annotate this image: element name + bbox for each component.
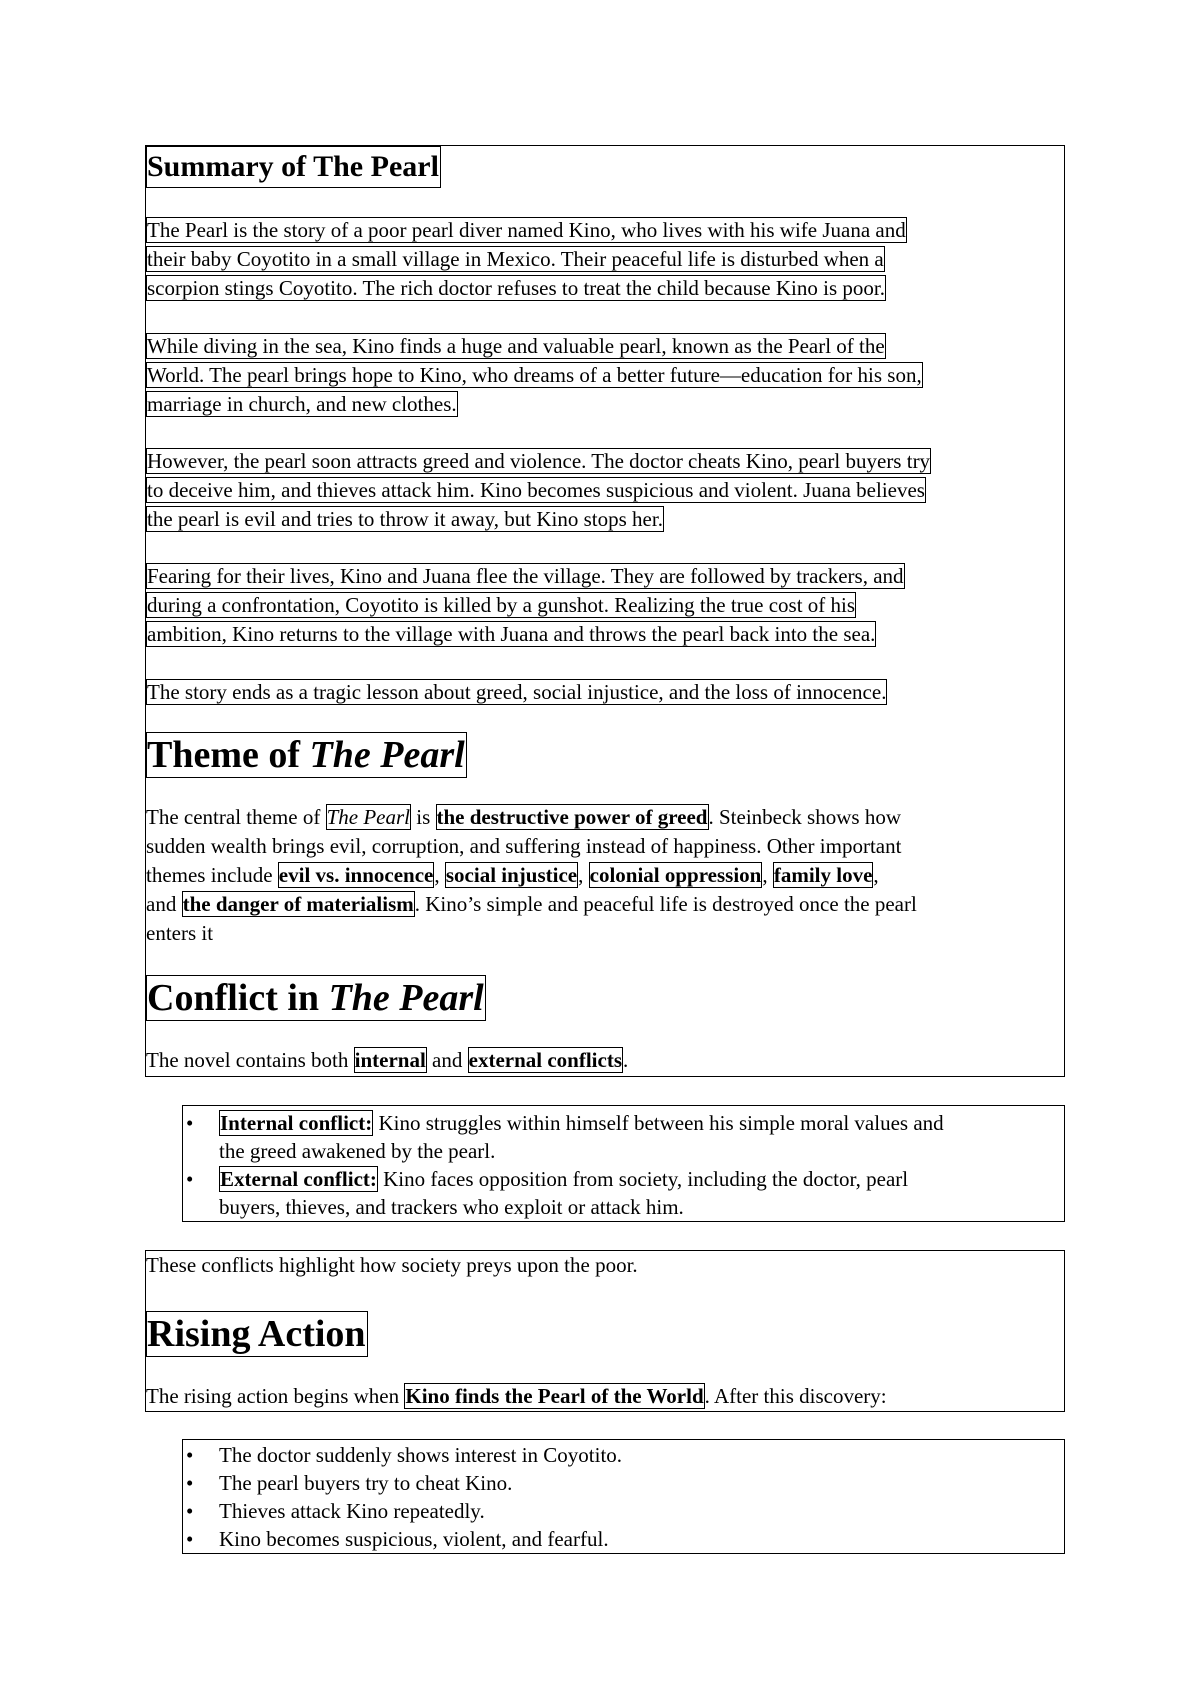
- text-line: World. The pearl brings hope to Kino, who dreams of a better future—education for his son,: [147, 363, 922, 387]
- text-line: scorpion stings Coyotito. The rich doctor refuses to treat the child because Kino is poor.: [147, 276, 885, 300]
- rising-list: [182, 1439, 1065, 1554]
- rising-block: [145, 1250, 1065, 1412]
- rising-heading: Rising Action: [147, 1313, 366, 1355]
- summary-heading: Summary of The Pearl: [146, 146, 441, 188]
- text-line: The story ends as a tragic lesson about greed, social injustice, and the loss of innocence.: [147, 680, 887, 704]
- list-item: • Thieves attack Kino repeatedly.: [183, 1497, 1064, 1525]
- conflict-heading: Conflict in The Pearl: [147, 977, 484, 1019]
- theme-heading: Theme of The Pearl: [147, 734, 465, 776]
- book-title: The Pearl: [326, 805, 410, 829]
- list-item: • The doctor suddenly shows interest in Coyotito.: [183, 1441, 1064, 1469]
- text-line: Fearing for their lives, Kino and Juana flee the village. They are followed by trackers, and: [147, 564, 904, 588]
- summary-paragraph-5: [146, 678, 887, 707]
- list-item: • Kino becomes suspicious, violent, and fearful.: [183, 1525, 1064, 1553]
- text-line: to deceive him, and thieves attack him. Kino becomes suspicious and violent. Juana believes: [147, 478, 925, 502]
- theme-term: colonial oppression: [589, 863, 762, 887]
- summary-paragraph-3: [146, 447, 931, 534]
- text-line: However, the pearl soon attracts greed and violence. The doctor cheats Kino, pearl buyers try: [147, 449, 931, 473]
- text-line: ambition, Kino returns to the village with Juana and throws the pearl back into the sea.: [147, 622, 876, 646]
- theme-term: social injustice: [445, 863, 578, 887]
- text-line: The Pearl is the story of a poor pearl diver named Kino, who lives with his wife Juana and: [147, 218, 906, 242]
- conflict-list: [182, 1105, 1065, 1222]
- rising-key-event: Kino finds the Pearl of the World: [405, 1384, 704, 1408]
- rising-intro: The rising action begins when Kino finds the Pearl of the World. After this discovery:: [146, 1384, 887, 1408]
- theme-term: family love: [773, 863, 873, 887]
- theme-paragraph: The central theme of The Pearl is the destructive power of greed. Steinbeck shows how sudden wealth brings evil, corruption, and suffering instead of happiness. Other important themes include evil vs. innocence, social injustice, colonial oppression, family love, and the danger of materialism. Kino’s simple and peaceful life is destroyed once the pearl enters it: [146, 805, 917, 945]
- text-line: While diving in the sea, Kino finds a huge and valuable pearl, known as the Pearl of the: [147, 334, 885, 358]
- text-line: the pearl is evil and tries to throw it away, but Kino stops her.: [147, 507, 663, 531]
- list-item: • Internal conflict: Kino struggles within himself between his simple moral values and the greed awakened by the pearl.: [183, 1109, 1064, 1165]
- bullet-label: Internal conflict:: [220, 1111, 373, 1135]
- main-text-block: [145, 145, 1065, 1077]
- text-line: during a confrontation, Coyotito is killed by a gunshot. Realizing the true cost of his: [147, 593, 856, 617]
- conflict-term: external conflicts: [468, 1048, 622, 1072]
- summary-paragraph-4: [146, 562, 905, 649]
- list-item: • External conflict: Kino faces opposition from society, including the doctor, pearl buyers, thieves, and trackers who exploit or attack him.: [183, 1165, 1064, 1221]
- theme-term: evil vs. innocence: [278, 863, 434, 887]
- key-theme: the destructive power of greed: [436, 805, 708, 829]
- summary-paragraph-1: [146, 216, 907, 303]
- summary-paragraph-2: [146, 332, 923, 419]
- text-line: their baby Coyotito in a small village in Mexico. Their peaceful life is disturbed when a: [147, 247, 884, 271]
- conflict-intro: The novel contains both internal and external conflicts.: [146, 1048, 629, 1072]
- theme-term: the danger of materialism: [182, 892, 414, 916]
- list-item: • The pearl buyers try to cheat Kino.: [183, 1469, 1064, 1497]
- conflict-term: internal: [354, 1048, 426, 1072]
- bullet-label: External conflict:: [220, 1167, 377, 1191]
- text-line: marriage in church, and new clothes.: [147, 392, 457, 416]
- conflict-closing: These conflicts highlight how society preys upon the poor.: [146, 1253, 638, 1277]
